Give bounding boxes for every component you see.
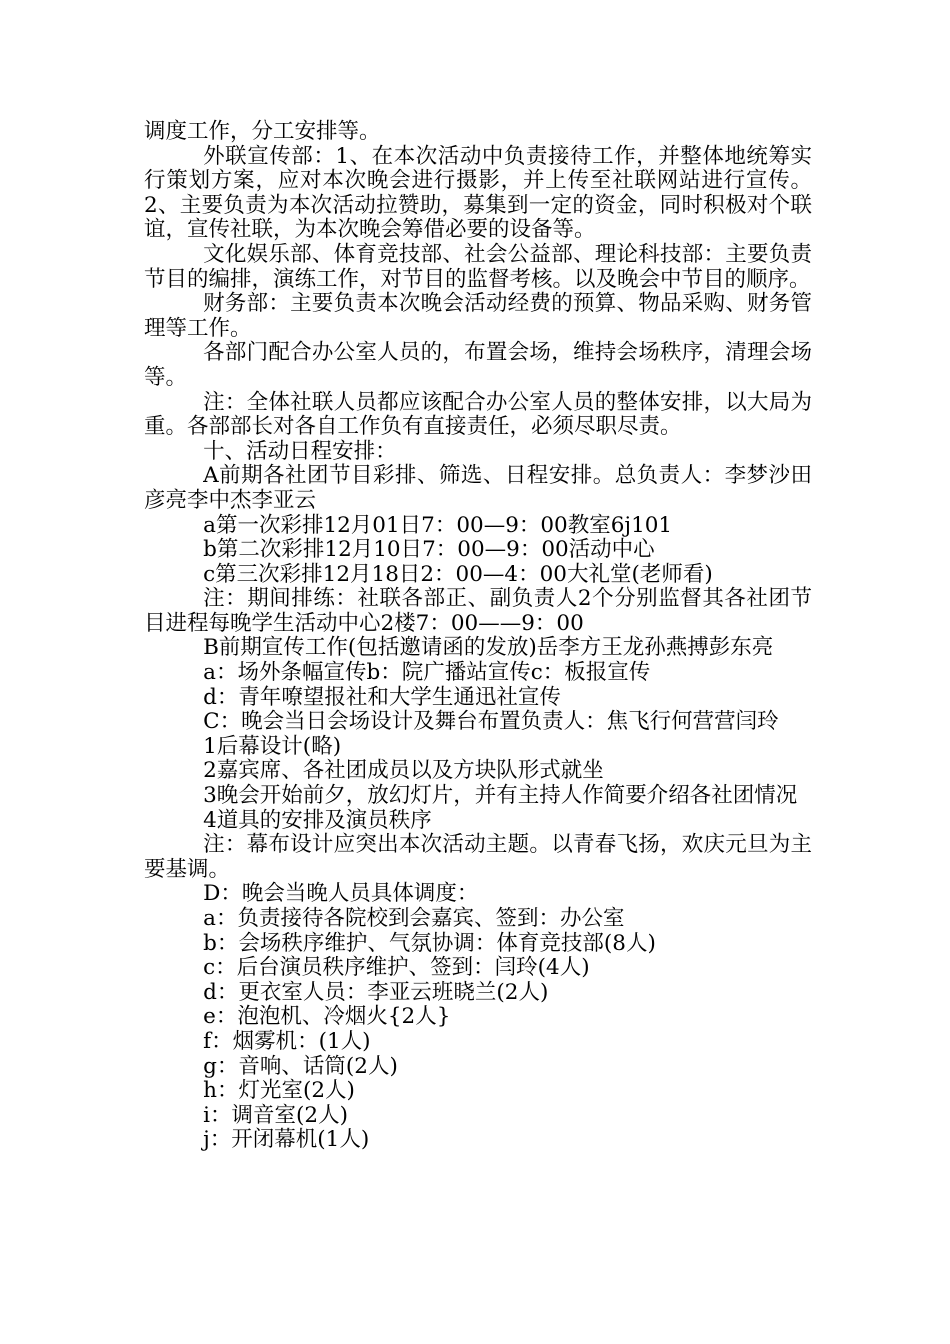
paragraph: 注：全体社联人员都应该配合办公室人员的整体安排，以大局为重。各部部长对各自工作负有直接责任，必须尽职尽责。	[144, 389, 812, 440]
paragraph: A前期各社团节目彩排、筛选、日程安排。总负责人：李梦沙田彦亮李中杰李亚云	[144, 463, 812, 513]
list-item: b第二次彩排12月10日7：00—9：00活动中心	[203, 537, 655, 563]
paragraph: D：晚会当晚人员具体调度：	[203, 881, 479, 907]
list-item: 1后幕设计(略)	[203, 733, 342, 759]
list-item: j：开闭幕机(1人)	[203, 1127, 370, 1153]
list-item: 4道具的安排及演员秩序	[203, 807, 432, 833]
list-item: 3晚会开始前夕，放幻灯片，并有主持人作简要介绍各社团情况	[203, 783, 798, 809]
paragraph: 文化娱乐部、体育竞技部、社会公益部、理论科技部：主要负责节目的编排，演练工作，对节目的监督考核。以及晚会中节目的顺序。	[144, 241, 812, 292]
paragraph: 外联宣传部：1、在本次活动中负责接待工作，并整体地统筹实行策划方案，应对本次晚会进行摄影，并上传至社联网站进行宣传。2、主要负责为本次活动拉赞助，募集到一定的资金，同时积极对个联谊，宣传社联，为本次晚会筹借必要的设备等。	[144, 143, 812, 243]
list-item: d：青年嘹望报社和大学生通迅社宣传	[203, 684, 561, 710]
paragraph: 财务部：主要负责本次晚会活动经费的预算、物品采购、财务管理等工作。	[144, 291, 812, 341]
paragraph: B前期宣传工作(包括邀请函的发放)岳李方王龙孙燕搏彭东亮	[203, 635, 774, 661]
paragraph: 各部门配合办公室人员的，布置会场，维持会场秩序，清理会场等。	[144, 340, 812, 390]
document-body	[144, 120, 812, 1153]
list-item: 2嘉宾席、各社团成员以及方块队形式就坐	[203, 758, 604, 784]
list-item: c第三次彩排12月18日2：00—4：00大礼堂(老师看)	[203, 561, 713, 587]
list-item: e：泡泡机、冷烟火{2人}	[203, 1004, 451, 1030]
section-heading: 十、活动日程安排：	[203, 438, 397, 464]
paragraph: 调度工作，分工安排等。	[144, 119, 381, 144]
list-item: b：会场秩序维护、气氛协调：体育竞技部(8人)	[203, 930, 656, 956]
list-item: c：后台演员秩序维护、签到：闫玲(4人)	[203, 955, 590, 981]
paragraph: C：晚会当日会场设计及舞台布置负责人：焦飞行何营营闫玲	[203, 709, 779, 735]
list-item: f：烟雾机：(1人)	[203, 1028, 371, 1054]
list-item: d：更衣室人员：李亚云班晓兰(2人)	[203, 979, 549, 1005]
note-paragraph: 注：期间排练：社联各部正、副负责人2个分别监督其各社团节目进程每晚学生活动中心2楼7：00——9：00	[144, 586, 812, 636]
list-item: a第一次彩排12月01日7：00—9：00教室6j101	[203, 512, 673, 538]
list-item: h：灯光室(2人)	[203, 1078, 355, 1104]
list-item: a：场外条幅宣传b：院广播站宣传c：板报宣传	[203, 660, 651, 686]
list-item: a：负责接待各院校到会嘉宾、签到：办公室	[203, 906, 625, 931]
list-item: i：调音室(2人)	[203, 1102, 348, 1128]
note-paragraph: 注：幕布设计应突出本次活动主题。以青春飞扬，欢庆元旦为主要基调。	[144, 832, 812, 882]
list-item: g：音响、话筒(2人)	[203, 1053, 398, 1079]
